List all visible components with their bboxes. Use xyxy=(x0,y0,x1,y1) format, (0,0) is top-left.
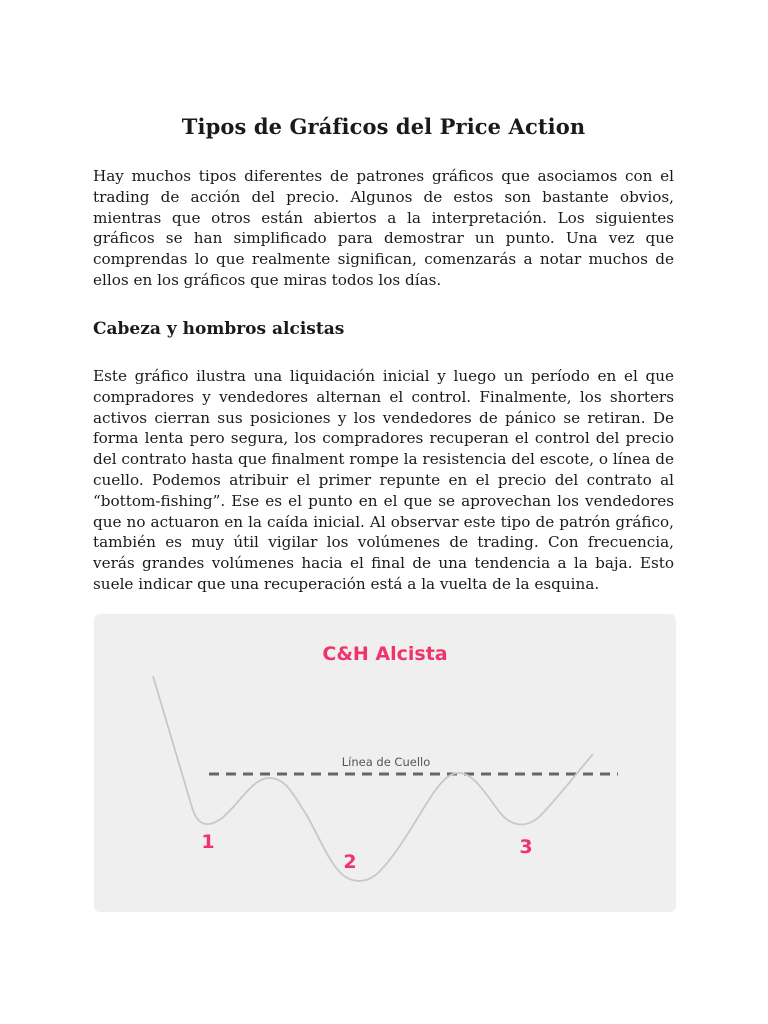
point-label-1: 1 xyxy=(201,831,215,853)
pattern-figure xyxy=(94,614,676,912)
page-title: Tipos de Gráficos del Price Action xyxy=(181,114,586,139)
point-label-2: 2 xyxy=(343,851,357,873)
point-label-3: 3 xyxy=(519,836,533,858)
section-heading: Cabeza y hombros alcistas xyxy=(93,319,345,339)
intro-paragraph: Hay muchos tipos diferentes de patrones gráficos que asociamos con el trading de acción del precio. Algunos de estos son bastante obvios, mientras que otros están abiertos a la interpretación. Los siguientes gráficos se han simplificado para demostrar un punto. Una vez que comprendas lo que realmente significan, comenzarás a notar muchos de ellos en los gráficos que miras todos los días. xyxy=(93,167,674,289)
figure-title: C&H Alcista xyxy=(322,643,448,665)
section-paragraph: Este gráfico ilustra una liquidación inicial y luego un período en el que compradores y vendedores alternan el control. Finalmente, los shorters activos cierran sus posiciones y los vendedores de pánico se retiran. De forma lenta pero segura, los compradores recuperan el control del precio del contrato hasta que finalment rompe la resistencia del escote, o línea de cuello. Podemos atribuir el primer repunte en el precio del contrato al “bottom-fishing”. Ese es el punto en el que se aprovechan los vendedores que no actuaron en la caída inicial. Al observar este tipo de patrón gráfico, también es muy útil vigilar los volúmenes de trading. Con frecuencia, verás grandes volúmenes hacia el final de una tendencia a la baja. Esto suele indicar que una recuperación está a la vuelta de la esquina. xyxy=(93,367,674,593)
neckline-label: Línea de Cuello xyxy=(341,755,431,769)
pattern-diagram xyxy=(94,614,676,912)
